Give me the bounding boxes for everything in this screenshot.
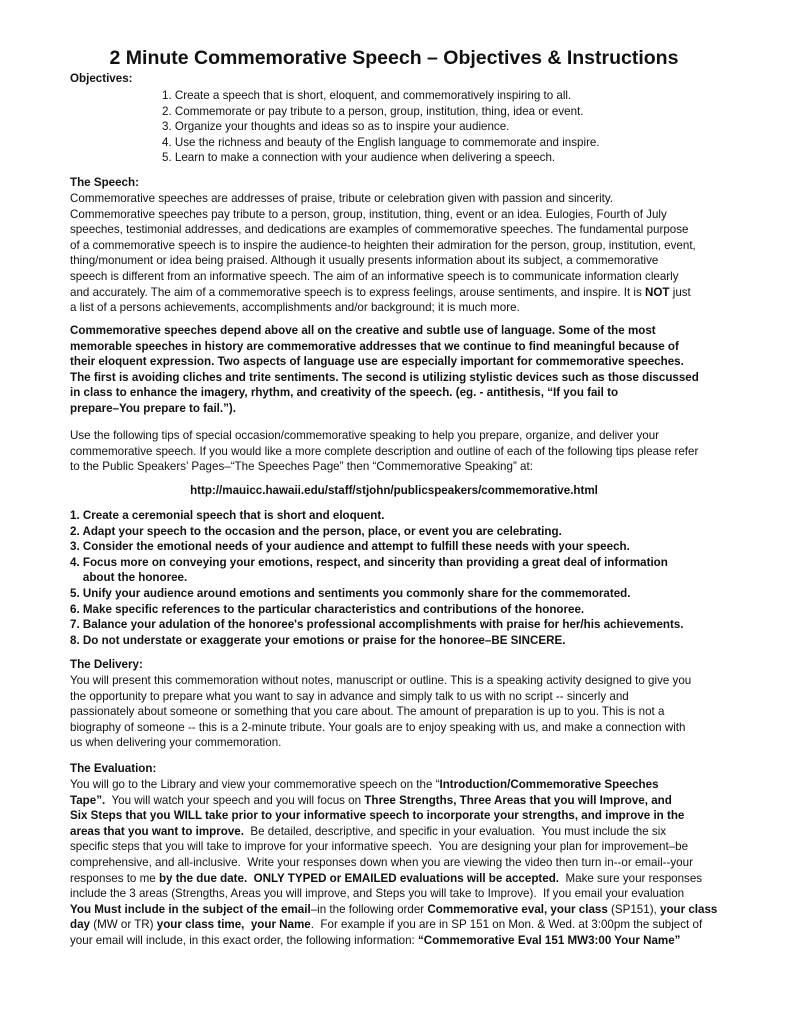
text-line [70, 808, 717, 824]
text: . For example if you are in SP 151 on Mon. & Wed. at 3:00pm the subject of [310, 918, 703, 932]
bold-text: areas that you want to improve. [70, 824, 244, 838]
language-paragraph [70, 323, 699, 417]
text: –in the following order [310, 902, 428, 916]
text-line: 8. Do not understate or exaggerate your emotions or praise for the honoree–BE SINCERE. [70, 633, 566, 647]
text-line [70, 855, 717, 871]
text-line: 5. Unify your audience around emotions and sentiments you commonly share for the commemorated. [70, 586, 631, 600]
bold-text: Six Steps that you WILL take prior to your informative speech to incorporate your strengths, and improve in the [70, 809, 685, 823]
text-line [70, 793, 717, 809]
objectives-list [162, 88, 600, 166]
text-line: us when delivering your commemoration. [70, 736, 282, 750]
text-line: You will present this commemoration without notes, manuscript or outline. This is a speaking activity designed to give you [70, 674, 692, 687]
text: of a commemorative speech is to inspire the audience-to heighten their admiration for the person, group, institution, event, [70, 238, 696, 252]
tips-intro [70, 428, 698, 475]
text-line [70, 222, 696, 238]
text-line [70, 300, 696, 316]
bold-text: Introduction/Commemorative Speeches [439, 778, 659, 791]
text-line [70, 917, 717, 933]
text: and accurately. The aim of a commemorative speech is to express feelings, arouse sentiments, and inspire. It is [70, 285, 646, 299]
bold-text: your class [660, 902, 718, 916]
text-line: 2. Commemorate or pay tribute to a person, group, institution, thing, idea or event. [162, 104, 584, 118]
text-line: Use the following tips of special occasion/commemorative speaking to help you prepare, organize, and deliver your [70, 429, 660, 442]
text-line: commemorative speech. If you would like a more complete description and outline of each of the following tips please refer [70, 444, 699, 458]
bold-text: Commemorative eval, your class [427, 902, 608, 916]
text: You will watch your speech and you will focus on [105, 793, 365, 807]
text-line: in class to enhance the imagery, rhythm, and creativity of the speech. (eg. - antithesis, “If you fail to [70, 386, 619, 400]
text-line: Commemorative speeches depend above all on the creative and subtle use of language. Some of the most [70, 324, 656, 337]
text-line: to the Public Speakers’ Pages–“The Speeches Page” then “Commemorative Speaking” at: [70, 460, 533, 474]
text-line [70, 191, 696, 207]
text-line [70, 824, 717, 840]
evaluation-heading: The Evaluation: [70, 762, 157, 775]
bold-text: by the due date. ONLY TYPED or EMAILED evaluations will be accepted. [158, 871, 560, 885]
bold-text: Tape”. [70, 793, 106, 807]
text-line: 3. Organize your thoughts and ideas so as to inspire your audience. [162, 120, 510, 134]
text: You will go to the Library and view your commemorative speech on the “ [70, 778, 440, 791]
text-line: their eloquent expression. Two aspects of language use are especially important for commemorative speeches. [70, 355, 684, 369]
text-line [70, 933, 717, 949]
text-line: 6. Make specific references to the particular characteristics and contributions of the honoree. [70, 602, 585, 616]
speech-paragraph [70, 191, 696, 316]
text: Commemorative speeches pay tribute to a person, group, institution, thing, event or an idea. Eulogies, Fourth of July [70, 207, 667, 221]
bold-text: Three Strengths, Three Areas that you will Improve, and [364, 793, 672, 807]
text-line [70, 871, 717, 887]
evaluation-paragraph [70, 777, 717, 949]
document-title: 2 Minute Commemorative Speech – Objectives & Instructions [109, 47, 679, 69]
text-line: memorable speeches in history are commemorative addresses that we continue to find meaningful because of [70, 339, 679, 353]
text: (MW or TR) [89, 918, 157, 932]
text-line: 1. Create a ceremonial speech that is short and eloquent. [70, 509, 385, 522]
text: Commemorative speeches are addresses of praise, tribute or celebration given with passion and sincerity. [70, 192, 614, 205]
text: (SP151), [607, 902, 660, 916]
text-line [70, 886, 717, 902]
text: responses to me [70, 871, 159, 885]
text-line [70, 207, 696, 223]
text-line: 4. Use the richness and beauty of the English language to commemorate and inspire. [162, 135, 600, 149]
bold-text: NOT [645, 285, 670, 299]
text: your email will include, in this exact order, the following information: [70, 933, 418, 947]
text-line [70, 285, 696, 301]
text-line: about the honoree. [70, 571, 188, 585]
text-line [70, 777, 717, 793]
tips-url-link[interactable]: http://mauicc.hawaii.edu/staff/stjohn/publicspeakers/commemorative.html [190, 484, 598, 497]
text: include the 3 areas (Strengths, Areas you will improve, and Steps you will take to Improve). If you email your evaluation [70, 887, 685, 901]
bold-text: day [70, 918, 90, 932]
text-line: 5. Learn to make a connection with your audience when delivering a speech. [162, 151, 556, 165]
text: Make sure your responses [559, 871, 703, 885]
text: just [669, 285, 691, 299]
text-line: 4. Focus more on conveying your emotions, respect, and sincerity than providing a great deal of information [70, 555, 668, 569]
objectives-heading: Objectives: [70, 72, 133, 85]
text-line: 2. Adapt your speech to the occasion and the person, place, or event you are celebrating. [70, 524, 562, 538]
speech-heading: The Speech: [70, 176, 139, 189]
text-line: biography of someone -- this is a 2-minute tribute. Your goals are to enjoy speaking with us, and make a connection with [70, 720, 686, 734]
text: thing/monument or idea being praised. Although it usually presents information about its subject, a commemorative [70, 254, 659, 268]
text-line [70, 253, 696, 269]
text-line: passionately about someone or something that you care about. The amount of preparation is up to you. This is not a [70, 705, 665, 719]
text-line: The first is avoiding cliches and trite sentiments. The second is utilizing stylistic devices such as those discussed [70, 370, 699, 384]
text: a list of a persons achievements, accomplishments and/or background; it is much more. [70, 301, 520, 315]
text-line [70, 269, 696, 285]
delivery-paragraph [70, 673, 691, 751]
text-line: 3. Consider the emotional needs of your audience and attempt to fulfill these needs with your speech. [70, 540, 630, 554]
text-line [70, 238, 696, 254]
text-line: prepare–You prepare to fail.”). [70, 401, 237, 415]
text-line [70, 902, 717, 918]
text: specific steps that you will take to improve for your informative speech. You are designing your plan for improvement–be [70, 840, 689, 854]
text-line: 7. Balance your adulation of the honoree's professional accomplishments with praise for her/his achievements. [70, 618, 684, 632]
bold-text: “Commemorative Eval 151 MW3:00 Your Name” [417, 933, 681, 947]
text: comprehensive, and all-inclusive. Write your responses down when you are viewing the video then turn in--or email--your [70, 855, 693, 869]
text-line: the opportunity to prepare what you want to say in advance and simply talk to us with no script -- sincerly and [70, 689, 629, 703]
bold-text: You Must include in the subject of the email [70, 902, 311, 916]
text-line [70, 839, 717, 855]
text: speeches, testimonial addresses, and dedications are examples of commemorative speeches. The fundamental purpose [70, 223, 689, 237]
bold-text: your class time, your Name [156, 918, 311, 932]
text: speech is different from an informative speech. The aim of an informative speech is to communicate information clearly [70, 269, 679, 283]
tips-list [70, 508, 684, 648]
text-line: 1. Create a speech that is short, eloquent, and commemoratively inspiring to all. [162, 89, 572, 102]
delivery-heading: The Delivery: [70, 658, 143, 671]
text: Be detailed, descriptive, and specific in your evaluation. You must include the six [243, 824, 667, 838]
